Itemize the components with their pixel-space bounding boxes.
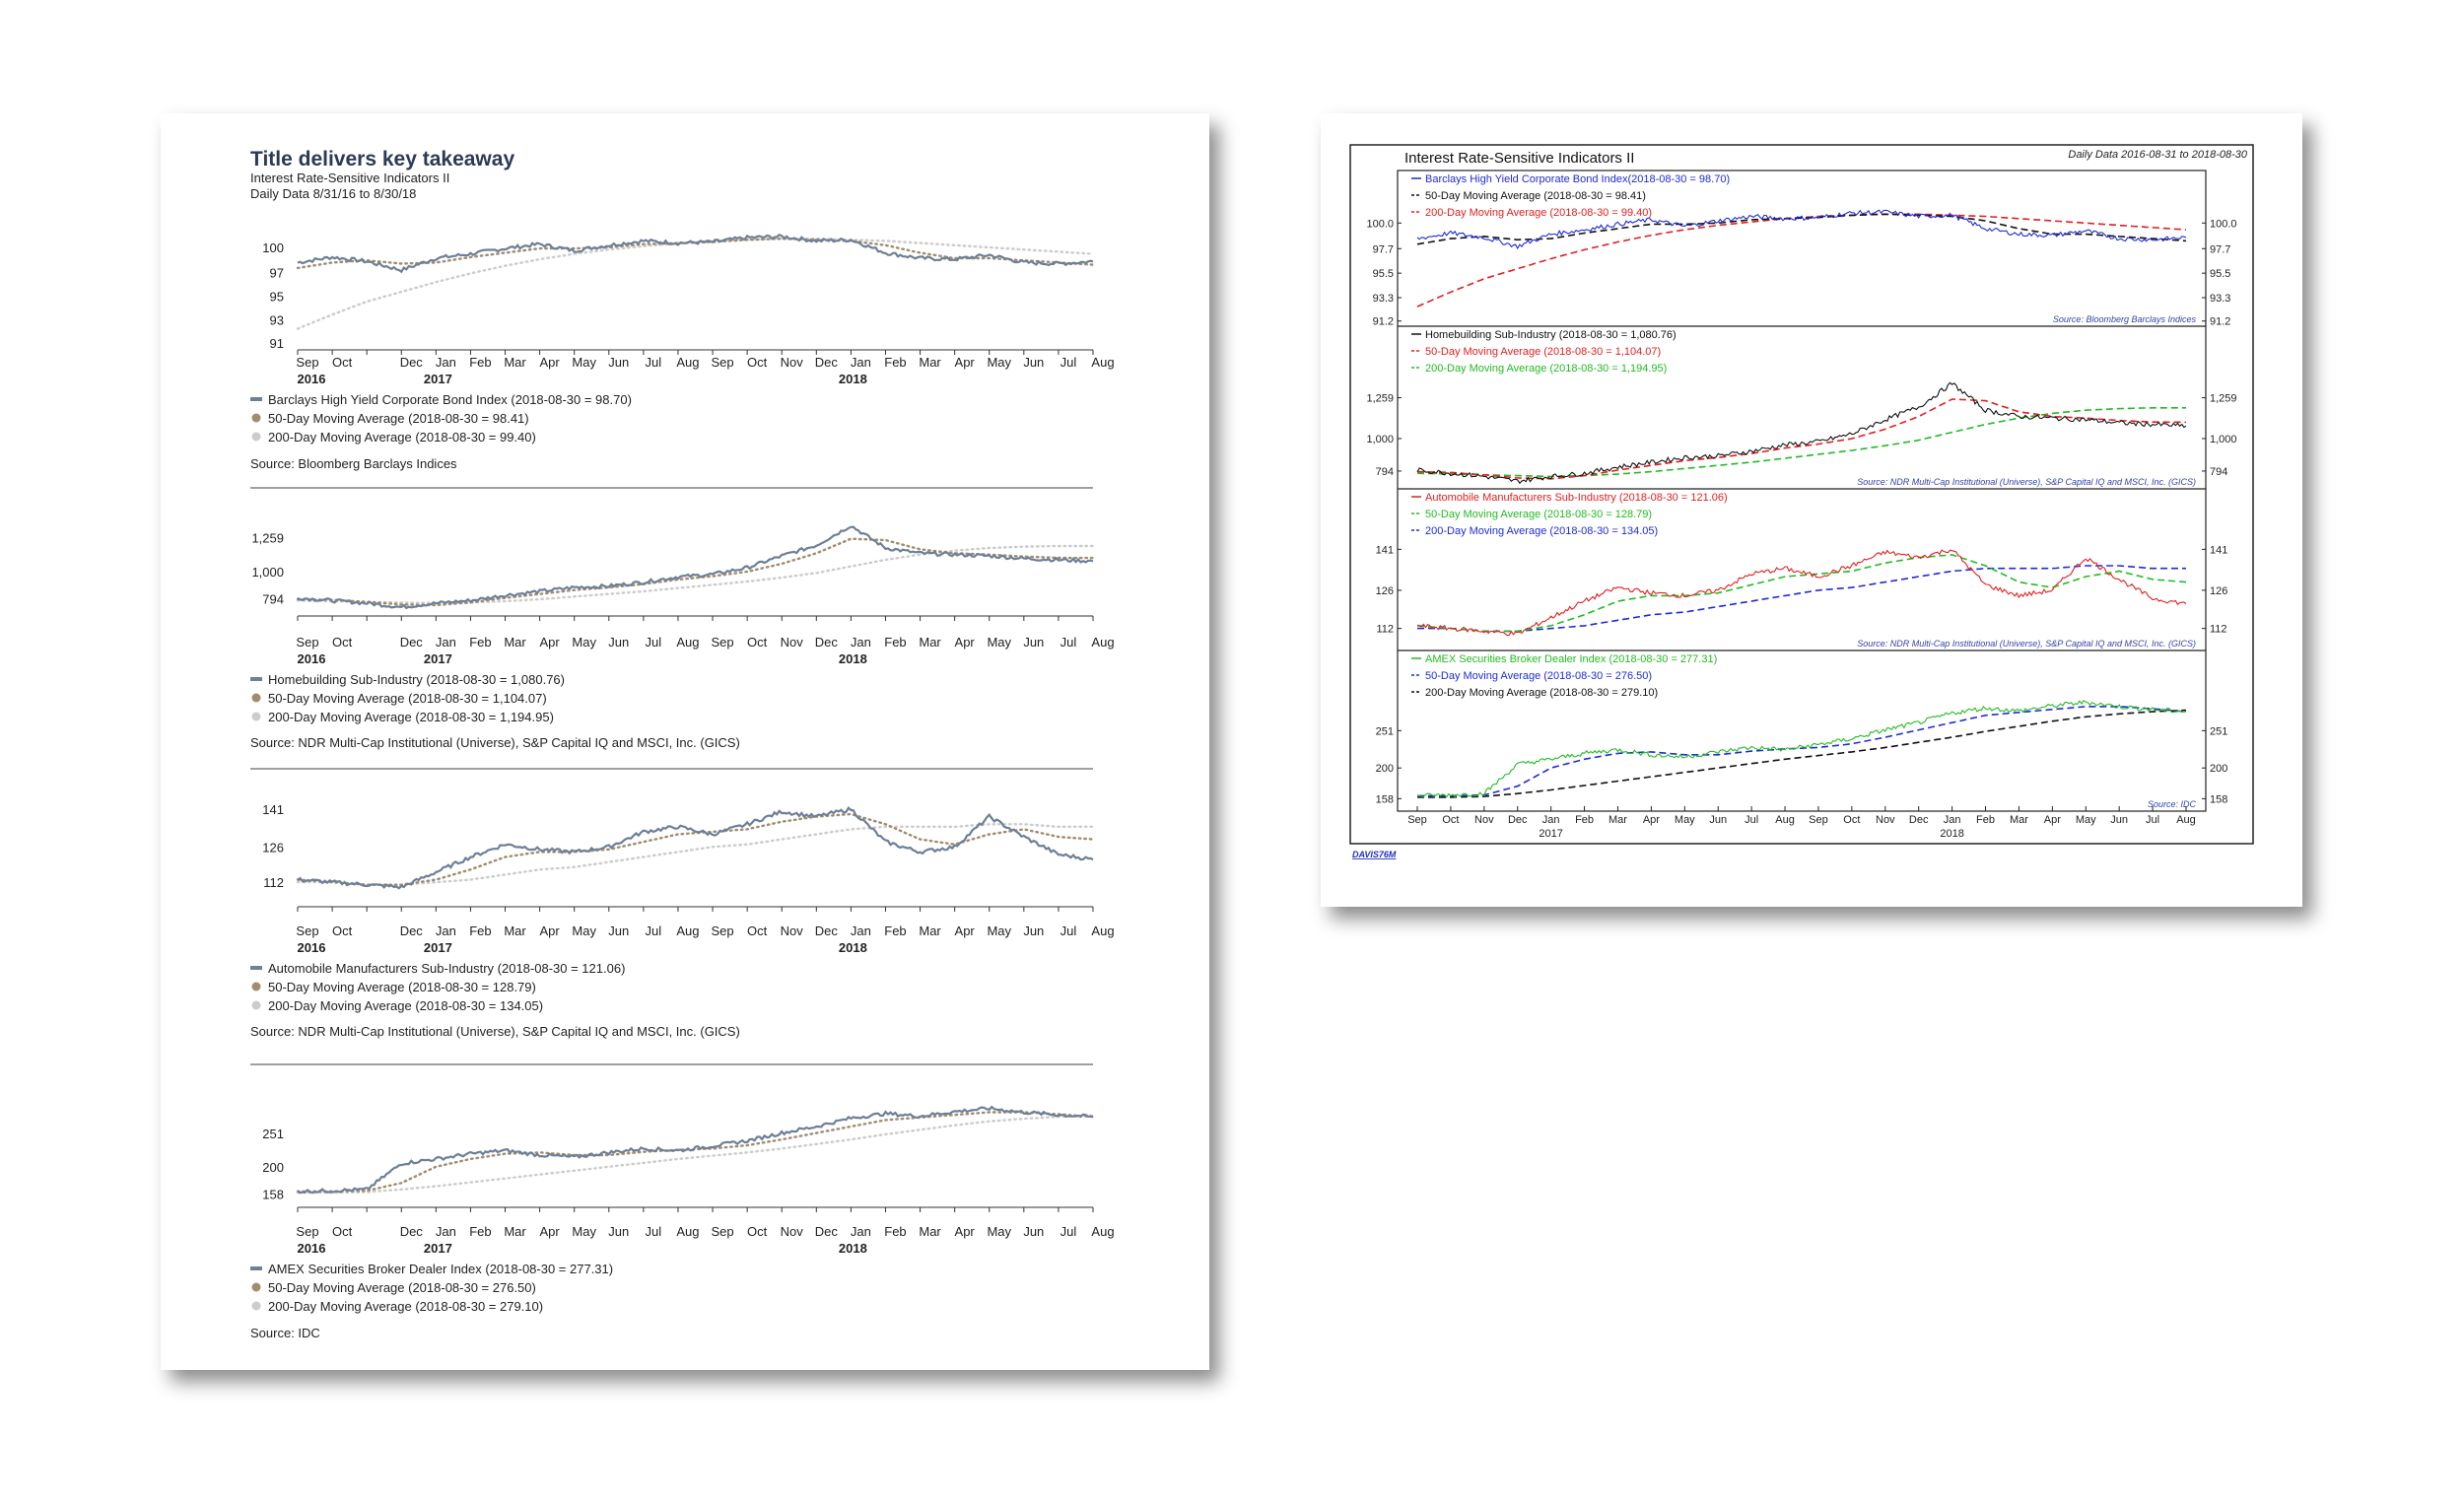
legend-swatch [250,677,262,681]
legend-swatch [252,1283,261,1292]
x-tick-label: Jun [1023,1224,1045,1239]
y-tick-label-right: 200 [2210,763,2228,776]
x-tick-label: May [572,355,596,370]
x-tick-label: May [987,355,1012,370]
source-note: Source: NDR Multi-Cap Institutional (Universe), S&P Capital IQ and MSCI, Inc. (GICS) [250,1024,740,1039]
y-tick-label-left: 200 [1375,763,1394,776]
legend-swatch [250,1266,262,1270]
y-tick-label: 97 [269,265,284,281]
legend-label: Homebuilding Sub-Industry (2018-08-30 = 1,080.76) [1425,329,1677,341]
legend-label: 50-Day Moving Average (2018-08-30 = 276.50) [1425,670,1653,682]
x-tick-label: Aug [2176,814,2196,826]
series-line-ma50 [298,1113,1093,1192]
legend-label: Barclays High Yield Corporate Bond Index (2018-08-30 = 98.70) [268,392,632,407]
left-page [161,113,1209,1370]
x-tick-label: Sep [711,635,734,649]
x-tick-label: Mar [919,635,941,649]
y-tick-label-right: 93.3 [2210,293,2231,306]
x-tick-label: Feb [469,1224,492,1239]
x-tick-label: Jan [435,1224,456,1239]
x-tick-label: Sep [296,355,319,370]
x-tick-label: Jul [1060,635,1077,649]
x-tick-label: Jan [850,635,871,649]
left-chart-auto [250,769,1115,1039]
x-tick-label: Jan [435,923,456,938]
legend-swatch [250,966,262,970]
x-tick-label: Nov [780,923,803,938]
x-tick-label: Apr [2043,814,2061,826]
y-tick-label-left: 1,000 [1366,434,1394,445]
x-tick-label: Aug [676,923,700,938]
x-tick-label: May [572,1224,596,1239]
series-line-ma200 [298,239,1093,328]
y-tick-label-left: 100.0 [1366,218,1394,231]
left-chart-home [250,488,1115,750]
right-chart-amex [1376,650,2228,809]
x-tick-label: May [987,635,1012,649]
y-tick-label-left: 93.3 [1372,293,1394,306]
x-tick-label: Feb [1976,814,1996,826]
legend-label: Homebuilding Sub-Industry (2018-08-30 = 1,080.76) [268,672,565,687]
series-line-index [298,1107,1093,1193]
legend-label: 50-Day Moving Average (2018-08-30 = 1,104.07) [1425,346,1662,358]
x-tick-label: Jun [608,635,630,649]
x-tick-label: Nov [780,1224,803,1239]
x-tick-label: Aug [676,635,700,649]
x-tick-label: Aug [676,1224,700,1239]
y-tick-label: 200 [262,1159,284,1175]
x-tick-label: Sep [296,635,319,649]
year-label: 2016 [297,372,326,386]
x-tick-label: Mar [919,1224,941,1239]
x-tick-label: Feb [469,635,492,649]
x-tick-label: Mar [2009,814,2028,826]
year-label: 2018 [1940,828,1964,840]
series-line-ma200 [1417,214,2186,307]
y-tick-label-right: 794 [2210,465,2228,478]
right-chart-auto [1376,489,2228,649]
legend-label: 50-Day Moving Average (2018-08-30 = 1,104.07) [268,691,547,706]
x-tick-label: Apr [539,923,560,938]
x-tick-label: Nov [1876,814,1895,826]
right-page-canvas [1321,113,2302,907]
x-tick-label: Jun [2110,814,2129,826]
x-tick-label: Dec [814,1224,838,1239]
x-tick-label: Jun [1023,355,1045,370]
y-tick-label: 112 [263,875,284,891]
year-label: 2017 [423,940,452,955]
x-tick-label: Mar [504,355,526,370]
x-tick-label: Mar [504,923,526,938]
right-chart-hy [1366,173,2236,328]
x-tick-label: Feb [884,923,907,938]
x-tick-label: Sep [711,1224,734,1239]
legend-label: 200-Day Moving Average (2018-08-30 = 1,194.95) [268,710,554,724]
y-tick-label-right: 112 [2210,623,2227,636]
legend-label: 200-Day Moving Average (2018-08-30 = 1,194.95) [1425,363,1668,375]
x-tick-label: Oct [331,635,353,649]
y-tick-label: 1,259 [251,530,284,546]
x-tick-label: Jun [608,1224,630,1239]
y-tick-label-left: 1,259 [1366,392,1394,405]
x-tick-label: Dec [814,923,838,938]
year-label: 2018 [838,940,867,955]
x-tick-label: Oct [747,635,768,649]
series-line-ma50 [1417,707,2186,796]
x-tick-label: Nov [780,355,803,370]
series-line-index [1417,550,2186,635]
legend-label: 50-Day Moving Average (2018-08-30 = 98.41) [1425,190,1646,202]
y-tick-label-right: 1,259 [2210,392,2237,405]
x-tick-label: Mar [504,1224,526,1239]
x-tick-label: Jan [850,355,871,370]
x-tick-label: Dec [1507,814,1528,826]
year-label: 2016 [297,1241,326,1256]
x-tick-label: Jan [435,635,456,649]
legend-label: 200-Day Moving Average (2018-08-30 = 99.40) [1425,207,1653,219]
x-tick-label: Jul [1060,1224,1077,1239]
x-tick-label: Oct [747,355,768,370]
y-tick-label: 93 [269,312,284,328]
y-tick-label-right: 97.7 [2210,243,2231,256]
x-tick-label: Mar [919,923,941,938]
y-tick-label: 126 [262,840,284,855]
year-label: 2018 [838,651,867,666]
series-line-index [1417,382,2186,483]
legend-label: 50-Day Moving Average (2018-08-30 = 276.50) [268,1280,536,1295]
x-tick-label: Aug [1091,635,1115,649]
legend-swatch [250,397,262,401]
x-tick-label: Aug [1091,1224,1115,1239]
legend-label: 50-Day Moving Average (2018-08-30 = 98.41) [268,411,529,426]
y-tick-label-right: 126 [2210,584,2228,597]
x-tick-label: Jan [850,1224,871,1239]
x-tick-label: Feb [884,1224,907,1239]
x-tick-label: Dec [814,635,838,649]
x-tick-label: Oct [331,923,353,938]
legend-label: 50-Day Moving Average (2018-08-30 = 128.79) [1425,509,1653,520]
right-title: Interest Rate-Sensitive Indicators II [1404,150,1635,167]
legend-label: 200-Day Moving Average (2018-08-30 = 134.05) [1425,525,1659,537]
right-chart-home [1366,326,2236,487]
x-tick-label: Aug [676,355,700,370]
x-tick-label: Sep [1407,814,1427,826]
x-tick-label: Sep [711,355,734,370]
year-label: 2018 [838,372,867,386]
legend-swatch [252,713,261,721]
x-tick-label: Oct [331,1224,353,1239]
legend-swatch [252,433,261,442]
x-tick-label: Nov [1474,814,1494,826]
legend-label: Barclays High Yield Corporate Bond Index(2018-08-30 = 98.70) [1425,173,1731,185]
legend-swatch [252,1001,261,1010]
x-tick-label: Aug [1775,814,1795,826]
y-tick-label-left: 112 [1376,623,1394,636]
y-tick-label-left: 158 [1375,793,1394,806]
year-label: 2018 [838,1241,867,1256]
y-tick-label-right: 91.2 [2210,315,2231,328]
left-date-range: Daily Data 8/31/16 to 8/30/18 [250,186,417,201]
y-tick-label-right: 95.5 [2210,268,2231,281]
series-line-index [298,808,1093,888]
x-tick-label: May [572,635,596,649]
x-tick-label: Apr [954,1224,975,1239]
y-tick-label-left: 97.7 [1372,243,1394,256]
legend-label: Automobile Manufacturers Sub-Industry (2018-08-30 = 121.06) [268,961,626,976]
x-tick-label: Apr [539,635,560,649]
x-tick-label: Dec [399,923,423,938]
y-tick-label: 251 [262,1127,284,1142]
x-tick-label: Sep [296,1224,319,1239]
right-charts [1366,171,2236,840]
y-tick-label: 794 [262,591,284,607]
x-tick-label: May [987,923,1012,938]
x-tick-label: Nov [780,635,803,649]
x-tick-label: Jul [645,1224,662,1239]
legend-label: AMEX Securities Broker Dealer Index (2018-08-30 = 277.31) [268,1262,614,1276]
x-tick-label: Feb [469,923,492,938]
right-page [1321,113,2302,907]
y-tick-label-left: 126 [1375,584,1394,597]
y-tick-label: 158 [262,1187,284,1202]
x-tick-label: Jul [2146,814,2160,826]
x-tick-label: Jan [435,355,456,370]
x-tick-label: May [1674,814,1695,826]
legend-swatch [252,1302,261,1311]
y-tick-label: 1,000 [251,565,284,580]
x-tick-label: Jul [645,923,662,938]
y-tick-label-right: 100.0 [2210,218,2237,231]
source-note: Source: NDR Multi-Cap Institutional (Universe), S&P Capital IQ and MSCI, Inc. (GICS) [250,735,740,750]
x-tick-label: Jul [645,355,662,370]
legend-swatch [252,694,261,703]
x-tick-label: Oct [747,923,768,938]
x-tick-label: Mar [504,635,526,649]
source-note: Source: Bloomberg Barclays Indices [2052,314,2196,324]
x-tick-label: Jul [1060,355,1077,370]
x-tick-label: Apr [954,355,975,370]
x-tick-label: Dec [814,355,838,370]
x-tick-label: Oct [1843,814,1861,826]
legend-label: AMEX Securities Broker Dealer Index (2018-08-30 = 277.31) [1425,653,1718,665]
x-tick-label: Jan [1943,814,1961,826]
year-label: 2017 [423,651,452,666]
y-tick-label-left: 251 [1375,725,1394,738]
x-tick-label: Apr [954,635,975,649]
x-tick-label: Apr [539,355,560,370]
source-note: Source: Bloomberg Barclays Indices [250,456,457,471]
source-note: Source: IDC [250,1326,320,1340]
x-tick-label: Apr [1642,814,1660,826]
x-tick-label: Jun [1023,635,1045,649]
series-line-ma200 [298,824,1093,884]
left-title: Title delivers key takeaway [250,148,515,171]
left-chart-hy [250,235,1115,471]
left-page-canvas [161,113,1209,1370]
series-line-ma200 [298,1116,1093,1193]
x-tick-label: Jul [1745,814,1759,826]
year-label: 2017 [1539,828,1563,840]
right-plot-frame [1398,171,2206,811]
x-tick-label: Mar [919,355,941,370]
left-charts [250,235,1115,1340]
right-date-range: Daily Data 2016-08-31 to 2018-08-30 [2068,149,2247,161]
x-tick-label: Dec [399,635,423,649]
series-line-ma200 [1417,711,2186,797]
x-tick-label: Feb [884,355,907,370]
source-note: Source: NDR Multi-Cap Institutional (Universe), S&P Capital IQ and MSCI, Inc. (GICS) [1857,639,2196,649]
source-note: Source: IDC [2147,799,2196,809]
legend-swatch [252,983,261,991]
x-tick-label: Sep [711,923,734,938]
legend-label: 200-Day Moving Average (2018-08-30 = 134.05) [268,998,544,1013]
x-tick-label: Oct [1442,814,1460,826]
legend-label: 50-Day Moving Average (2018-08-30 = 128.79) [268,980,536,994]
x-tick-label: Jun [608,923,630,938]
x-tick-label: Mar [1608,814,1627,826]
y-tick-label-left: 141 [1375,544,1394,557]
x-tick-label: Feb [469,355,492,370]
x-tick-label: Feb [884,635,907,649]
x-tick-label: May [2075,814,2096,826]
x-tick-label: Sep [1809,814,1828,826]
y-tick-label-left: 95.5 [1372,268,1394,281]
x-tick-label: Dec [1908,814,1929,826]
year-label: 2016 [297,940,326,955]
legend-label: Automobile Manufacturers Sub-Industry (2018-08-30 = 121.06) [1425,492,1728,504]
y-tick-label-right: 1,000 [2210,434,2237,445]
source-note: Source: NDR Multi-Cap Institutional (Universe), S&P Capital IQ and MSCI, Inc. (GICS) [1857,477,2196,487]
y-tick-label-left: 794 [1375,465,1394,478]
series-line-ma50 [1417,399,2186,479]
x-tick-label: Aug [1091,355,1115,370]
x-tick-label: Apr [954,923,975,938]
series-line-index [298,527,1093,608]
x-tick-label: Feb [1575,814,1595,826]
x-tick-label: Oct [331,355,353,370]
x-tick-label: May [572,923,596,938]
x-tick-label: Dec [399,1224,423,1239]
x-tick-label: May [987,1224,1012,1239]
x-tick-label: Apr [539,1224,560,1239]
x-tick-label: Jun [1023,923,1045,938]
series-line-index [298,235,1093,272]
right-footer-code: DAVIS76M [1352,850,1397,859]
legend-label: 200-Day Moving Average (2018-08-30 = 279.10) [1425,687,1659,699]
year-label: 2016 [297,651,326,666]
x-tick-label: Jun [1709,814,1728,826]
x-tick-label: Jul [645,635,662,649]
legend-label: 200-Day Moving Average (2018-08-30 = 279.10) [268,1299,544,1314]
year-label: 2017 [423,372,452,386]
x-tick-label: Jan [850,923,871,938]
x-tick-label: Aug [1091,923,1115,938]
x-tick-label: Sep [296,923,319,938]
y-tick-label-right: 141 [2210,544,2228,557]
legend-swatch [252,414,261,423]
legend-label: 200-Day Moving Average (2018-08-30 = 99.40) [268,430,536,444]
x-tick-label: Oct [747,1224,768,1239]
y-tick-label-left: 91.2 [1372,315,1394,328]
y-tick-label-right: 158 [2210,793,2228,806]
x-tick-label: Jun [608,355,630,370]
x-tick-label: Jul [1060,923,1077,938]
year-label: 2017 [423,1241,452,1256]
y-tick-label: 100 [262,240,284,255]
y-tick-label-right: 251 [2210,725,2228,738]
series-line-ma50 [1417,555,2186,632]
y-tick-label: 91 [269,335,284,351]
y-tick-label: 95 [269,289,284,305]
x-tick-label: Jan [1541,814,1560,826]
x-tick-label: Dec [399,355,423,370]
left-chart-amex [250,1064,1115,1340]
left-subtitle: Interest Rate-Sensitive Indicators II [250,171,450,185]
y-tick-label: 141 [262,801,284,817]
